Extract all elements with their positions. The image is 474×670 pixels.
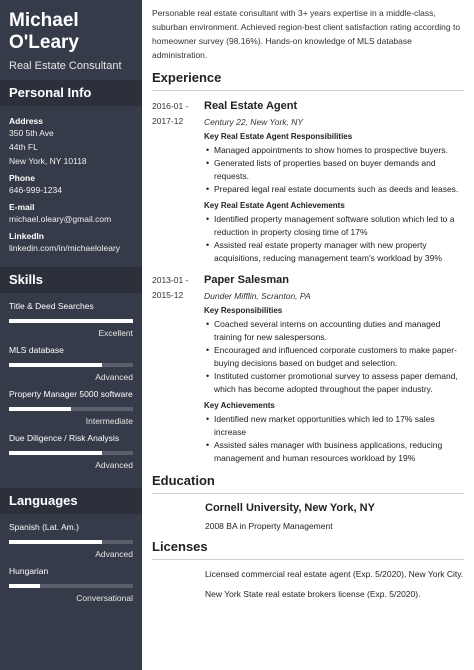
list-item: • Identified new market opportunities which led to 17% sales increase	[214, 413, 464, 439]
skill-bar-fill	[9, 451, 102, 455]
skill-level: Advanced	[95, 460, 133, 470]
licenses-heading: Licenses	[152, 539, 464, 560]
skill-bar-fill	[9, 363, 102, 367]
education-entry	[205, 502, 464, 531]
job-end-date: 2015-12	[152, 290, 184, 300]
email-value[interactable]: michael.oleary@gmail.com	[9, 214, 112, 224]
list-item: • Assisted sales manager with business applications, reducing management and human resources workload by 19%	[214, 439, 464, 465]
list-item: • Instituted customer promotional survey to assess paper demand, which has become adopted throughout the paper industry.	[214, 370, 464, 396]
list-item: • Prepared legal real estate documents such as deeds and leases.	[214, 183, 464, 196]
responsibilities-list	[204, 144, 464, 196]
skills-heading: Skills	[0, 267, 142, 293]
skill-bar	[9, 407, 133, 411]
linkedin-value[interactable]: linkedin.com/in/michaeloleary	[9, 243, 121, 253]
job-dates	[152, 273, 204, 465]
responsibilities-label: Key Real Estate Agent Responsibilities	[204, 132, 353, 141]
job-body	[204, 99, 464, 265]
phone-value: 646-999-1234	[9, 185, 62, 195]
skill-level: Intermediate	[85, 416, 133, 426]
language-name: Hungarian	[9, 566, 49, 576]
job-dates	[152, 99, 204, 265]
skill-bar	[9, 319, 133, 323]
list-item: • Identified property management software solution which led to a reduction in property closing time of 17%	[214, 213, 464, 239]
first-name: Michael	[9, 10, 79, 31]
language-bar-fill	[9, 584, 40, 588]
responsibilities-list	[204, 318, 464, 396]
skill-level: Advanced	[95, 372, 133, 382]
responsibilities-label: Key Responsibilities	[204, 306, 283, 315]
job-body	[204, 273, 464, 465]
job-role: Real Estate Consultant	[9, 60, 122, 72]
job-title: Real Estate Agent	[204, 100, 298, 112]
job-start-date: 2013-01 -	[152, 275, 189, 285]
skill-bar	[9, 451, 133, 455]
list-item: • Coached several interns on accounting duties and managed training for new salespersons.	[214, 318, 464, 344]
experience-heading: Experience	[152, 70, 464, 91]
language-level: Advanced	[95, 549, 133, 559]
job-entry	[152, 273, 464, 465]
list-item: • Encouraged and influenced corporate customers to make paper-buying decisions based on budget and selection.	[214, 344, 464, 370]
linkedin-label: LinkedIn	[9, 231, 44, 241]
license-item: Licensed commercial real estate agent (Exp. 5/2020), New York City.	[205, 569, 464, 579]
achievements-label: Key Achievements	[204, 401, 275, 410]
sidebar	[0, 0, 142, 670]
personal-info-heading: Personal Info	[0, 80, 142, 106]
list-item: • Assisted real estate property manager with new property acquisitions, reducing management team's workload by 39%	[214, 239, 464, 265]
last-name: O'Leary	[9, 32, 79, 53]
address-line: New York, NY 10118	[9, 156, 87, 166]
skill-bar	[9, 363, 133, 367]
licenses-list	[205, 564, 464, 604]
job-title: Paper Salesman	[204, 274, 289, 286]
degree-detail: 2008 BA in Property Management	[205, 521, 333, 531]
phone-label: Phone	[9, 173, 35, 183]
email-label: E-mail	[9, 202, 35, 212]
job-company: Dunder Mifflin, Scranton, PA	[204, 291, 311, 301]
skill-item	[9, 432, 133, 470]
list-item: • Managed appointments to show homes to prospective buyers.	[214, 144, 464, 157]
address-label: Address	[9, 116, 44, 126]
achievements-label: Key Real Estate Agent Achievements	[204, 201, 345, 210]
list-item: • Generated lists of properties based on buyer demands and requests.	[214, 157, 464, 183]
language-bar-fill	[9, 540, 102, 544]
language-item	[9, 521, 133, 559]
address-line: 350 5th Ave	[9, 128, 54, 138]
job-start-date: 2016-01 -	[152, 101, 189, 111]
language-bar	[9, 584, 133, 588]
skill-name: Due Diligence / Risk Analysis	[9, 433, 120, 443]
skill-name: MLS database	[9, 345, 64, 355]
language-item	[9, 565, 133, 603]
skill-item	[9, 388, 133, 426]
language-bar	[9, 540, 133, 544]
education-heading: Education	[152, 473, 464, 494]
achievements-list	[204, 413, 464, 465]
achievements-list	[204, 213, 464, 265]
name-block	[0, 0, 142, 72]
languages-block	[0, 514, 142, 613]
job-entry	[152, 99, 464, 265]
language-level: Conversational	[76, 593, 133, 603]
languages-heading: Languages	[0, 488, 142, 514]
school-name: Cornell University, New York, NY	[205, 502, 375, 514]
job-end-date: 2017-12	[152, 116, 184, 126]
skill-item	[9, 300, 133, 338]
skill-bar-fill	[9, 407, 71, 411]
main-content	[142, 0, 474, 670]
skill-item	[9, 344, 133, 382]
language-name: Spanish (Lat. Am.)	[9, 522, 79, 532]
skills-block	[0, 293, 142, 480]
personal-info-block	[0, 106, 142, 259]
skill-bar-fill	[9, 319, 133, 323]
license-item: New York State real estate brokers license (Exp. 5/2020).	[205, 589, 421, 599]
summary: Personable real estate consultant with 3+ years expertise in a middle-class, suburban environment. Achieved region-best client satisfaction rating according to homeowner survey (98.16%). Hands-on knowledge of MLS database administration.	[152, 8, 461, 60]
job-company: Century 22, New York, NY	[204, 117, 304, 127]
address-line: 44th FL	[9, 142, 38, 152]
skill-name: Title & Deed Searches	[9, 301, 94, 311]
skill-level: Excellent	[98, 328, 133, 338]
skill-name: Property Manager 5000 software	[9, 389, 133, 399]
